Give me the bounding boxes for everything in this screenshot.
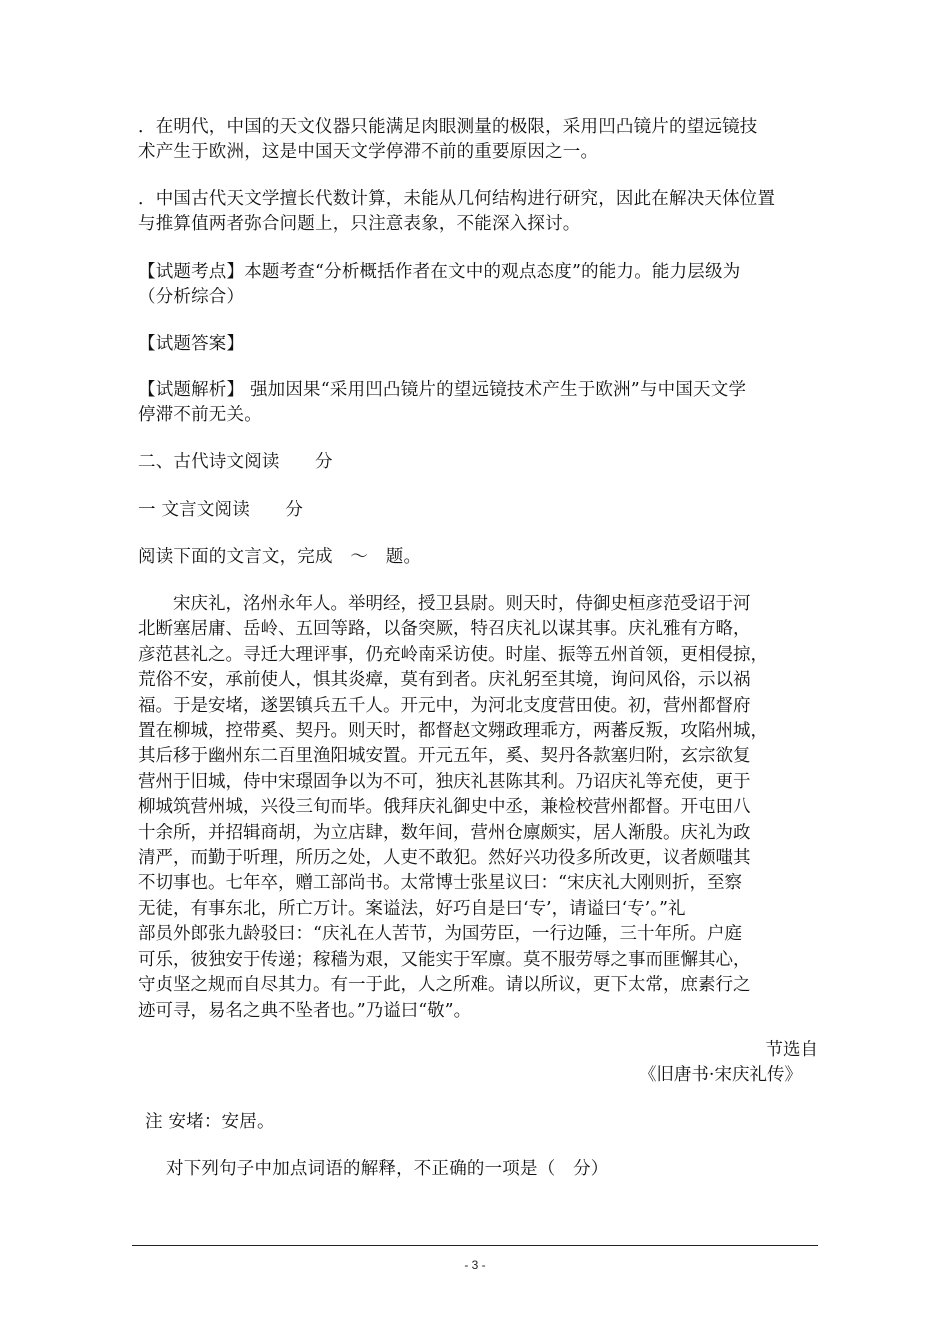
instruction-text: 阅读下面的文言文，完成 ～ 题。	[138, 547, 422, 567]
passage-line: 十余所，并招辑商胡，为立店肆，数年间，营州仓廪颇实，居人渐殷。庆礼为政	[138, 822, 751, 843]
subsection-heading	[138, 498, 818, 523]
passage-line: 其后移于幽州东二百里渔阳城安置。开元五年，奚、契丹各款塞归附，玄宗欲复	[138, 746, 751, 767]
subsection-heading-text: 一 文言文阅读 分	[138, 500, 304, 520]
passage-line: 部员外郎张九龄驳曰：“庆礼在人苦节，为国劳臣，一行边陲，三十年所。户庭	[138, 924, 742, 945]
option-c-line-1: ．在明代，中国的天文仪器只能满足肉眼测量的极限，采用凹凸镜片的望远镜技	[138, 117, 758, 137]
passage-line: 不切事也。七年卒，赠工部尚书。太常博士张星议曰：“宋庆礼大刚则折，至察	[138, 873, 742, 894]
passage-line: 柳城筑营州城，兴役三旬而毕。俄拜庆礼御史中丞，兼检校营州都督。开屯田八	[138, 797, 751, 818]
question-text: 对下列句子中加点词语的解释，不正确的一项是（ 分）	[166, 1159, 609, 1179]
passage-line: 清严，而勤于听理，所历之处，人吏不敢犯。然好兴功役多所改更，议者颇嗤其	[138, 848, 751, 869]
passage-line: 置在柳城，控带奚、契丹。则天时，都督赵文翙政理乖方，两蕃反叛，攻陷州城，	[138, 721, 768, 742]
instruction	[138, 545, 818, 570]
option-c-line-2: 术产生于欧洲，这是中国天文学停滞不前的重要原因之一。	[138, 142, 599, 162]
answer-heading	[138, 332, 818, 357]
test-point-line-1: 【试题考点】本题考查“分析概括作者在文中的观点态度”的能力。能力层级为	[138, 262, 741, 282]
footer-divider	[132, 1245, 818, 1246]
test-point	[138, 260, 818, 310]
section-heading	[138, 450, 818, 475]
passage-line: 营州于旧城，侍中宋璟固争以为不可，独庆礼甚陈其利。乃诏庆礼等充使，更于	[138, 771, 751, 792]
passage-line: 宋庆礼，洺州永年人。举明经，授卫县尉。则天时，侍御史桓彦范受诏于河	[173, 594, 751, 614]
source-line-2: 《旧唐书·宋庆礼传》	[638, 1065, 802, 1085]
option-d	[138, 187, 818, 237]
classical-passage	[138, 592, 818, 1024]
passage-line: 可乐，彼独安于传递；稼穑为艰，又能实于军廪。莫不服劳辱之事而匪懈其心，	[138, 949, 751, 970]
option-c	[138, 115, 818, 165]
passage-line: 北断塞居庸、岳岭、五回等路，以备突厥，特召庆礼以谋其事。庆礼雅有方略，	[138, 619, 751, 640]
footnote-text: 注 安堵：安居。	[145, 1112, 275, 1132]
analysis	[138, 378, 818, 428]
passage-line: 福。于是安堵，遂罢镇兵五千人。开元中，为河北支度营田使。初，营州都督府	[138, 695, 751, 716]
question	[166, 1157, 846, 1182]
passage-line: 守贞坚之规而自尽其力。有一于此，人之所难。请以所议，更下太常，庶素行之	[138, 975, 751, 996]
section-heading-text: 二、古代诗文阅读 分	[138, 452, 333, 472]
source-attribution	[639, 1038, 818, 1088]
answer-heading-text: 【试题答案】	[138, 334, 245, 354]
test-point-line-2: （分析综合）	[138, 287, 245, 307]
page-number: - 3 -	[464, 1258, 486, 1272]
option-d-line-2: 与推算值两者弥合问题上，只注意表象，不能深入探讨。	[138, 214, 581, 234]
passage-line: 无徒，有事东北，所亡万计。案谥法，好巧自是曰‘专’，请谥曰‘专’。”礼	[138, 898, 686, 919]
footnote	[145, 1110, 825, 1135]
option-d-line-1: ．中国古代天文学擅长代数计算，未能从几何结构进行研究，因此在解决天体位置	[138, 189, 776, 209]
passage-line: 彦范甚礼之。寻迁大理评事，仍充岭南采访使。时崖、振等五州首领，更相侵掠，	[138, 644, 768, 665]
passage-line: 荒俗不安，承前使人，惧其炎瘴，莫有到者。庆礼躬至其境，询问风俗，示以祸	[138, 670, 751, 691]
analysis-line-1: 【试题解析】 强加因果“采用凹凸镜片的望远镜技术产生于欧洲”与中国天文学	[138, 380, 747, 400]
source-line-1: 节选自	[765, 1040, 818, 1060]
analysis-line-2: 停滞不前无关。	[138, 405, 262, 425]
passage-line: 迹可寻，易名之典不坠者也。”乃谥曰“敬”。	[138, 1000, 472, 1021]
